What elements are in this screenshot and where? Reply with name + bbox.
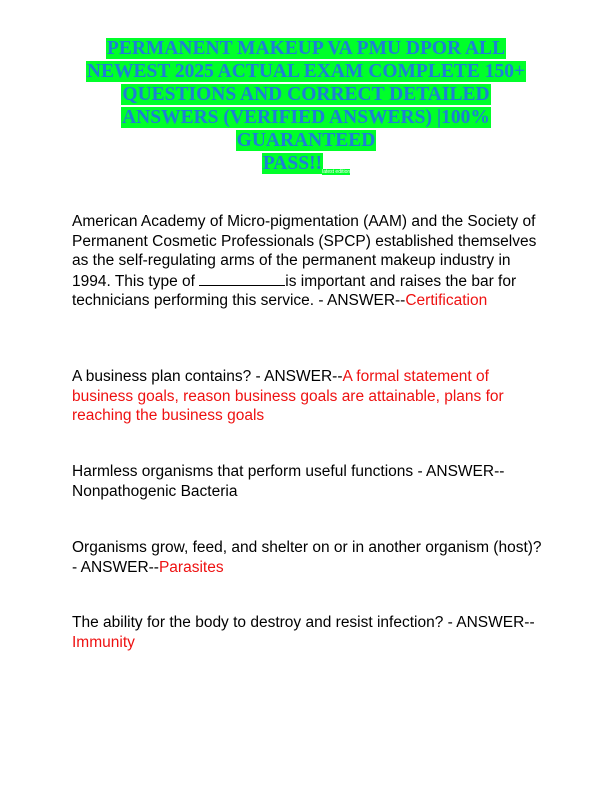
question-text: American Academy of Micro-pigmentation (AAM) and the Society of Permanent Cosmetic Professionals (SPCP) established themselves as the self-regulating arms of the permanent makeup industry in 1994. This type of — [72, 213, 537, 290]
answer-text: A formal statement of business goals, reason business goals are attainable, plans for reaching the business goals — [72, 368, 504, 424]
title-line-1: PERMANENT MAKEUP VA PMU DPOR ALL — [106, 38, 506, 59]
title-line-6: PASS!! — [262, 153, 323, 174]
qa-item-2 — [72, 367, 542, 426]
title-line-5: GUARANTEED — [236, 130, 376, 151]
edition-tag: latest edition — [322, 169, 351, 175]
title-line-3: QUESTIONS AND CORRECT DETAILED — [122, 84, 490, 105]
answer-text: Certification — [405, 292, 488, 309]
qa-item-4 — [72, 538, 542, 577]
question-text: Harmless organisms that perform useful functions - ANSWER--Nonpathogenic Bacteria — [72, 463, 505, 500]
answer-text: Immunity — [72, 633, 135, 651]
question-text: Organisms grow, feed, and shelter on or in another organism (host)? - ANSWER-- — [72, 539, 542, 576]
title-line-4: ANSWERS (VERIFIED ANSWERS) |100% — [122, 107, 490, 128]
qa-item-1 — [72, 212, 542, 311]
qa-item-3 — [72, 462, 542, 501]
question-text: The ability for the body to destroy and resist infection? - ANSWER-- — [72, 614, 535, 631]
title-line-2: NEWEST 2025 ACTUAL EXAM COMPLETE 150+ — [86, 61, 526, 82]
question-text: A business plan contains? - ANSWER-- — [72, 368, 343, 385]
document-title — [60, 37, 552, 175]
question-text-continued: is important and raises the bar for technicians performing this service. - ANSWER-- — [72, 272, 517, 309]
qa-item-5 — [72, 613, 542, 652]
answer-text: Parasites — [158, 558, 224, 576]
fill-in-blank — [199, 271, 285, 286]
